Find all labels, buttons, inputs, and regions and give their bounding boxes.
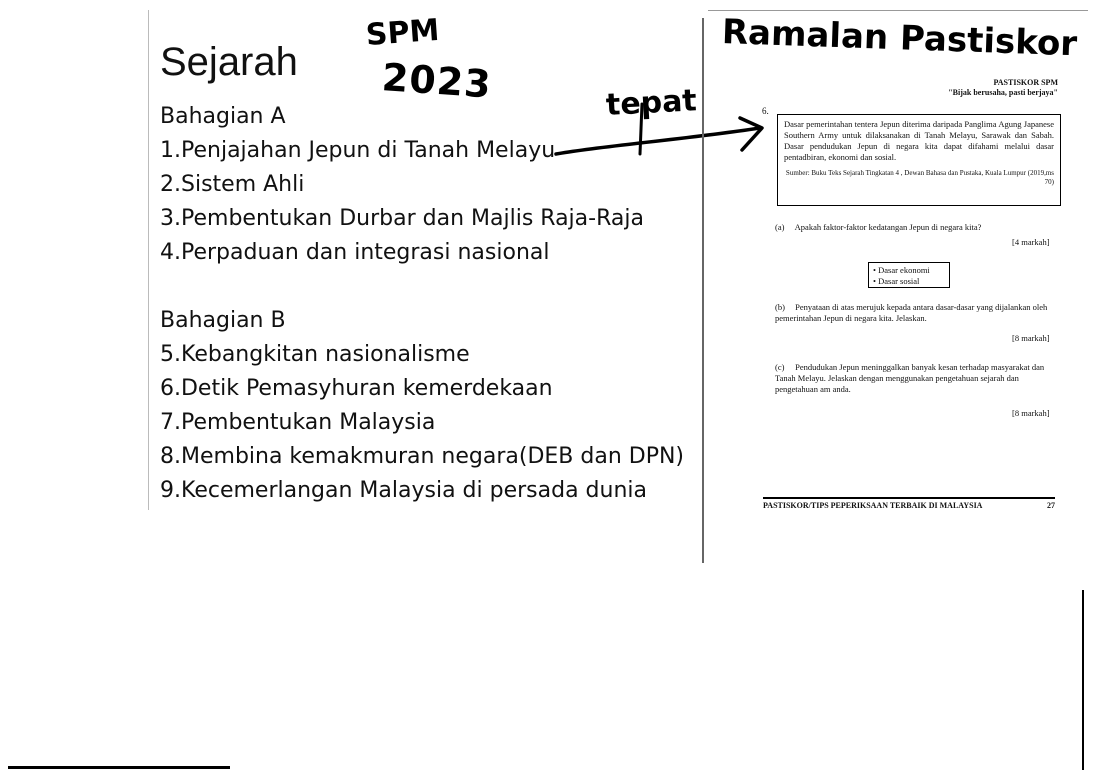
scan-header-title: PASTISKOR SPM: [993, 78, 1058, 87]
topic-outline: [160, 100, 700, 508]
list-item: 8.Membina kemakmuran negara(DEB dan DPN): [160, 444, 685, 469]
section-a-label: Bahagian A: [160, 104, 286, 129]
stimulus-source: Sumber: Buku Teks Sejarah Tingkatan 4 , Dewan Bahasa dan Pustaka, Kuala Lumpur (2019,ms 70): [785, 169, 1054, 186]
list-item: 5.Kebangkitan nasionalisme: [160, 342, 470, 367]
section-gap: [160, 270, 700, 304]
section-b-label: Bahagian B: [160, 308, 286, 333]
scan-header-tagline: "Bijak berusaha, pasti berjaya": [948, 88, 1058, 97]
list-item: 3.Pembentukan Durbar dan Majlis Raja-Raja: [160, 206, 644, 231]
handwritten-tepat: tepat: [605, 83, 698, 123]
part-c-marks: [8 markah]: [1012, 408, 1050, 418]
question-part-a: [775, 222, 1061, 233]
scan-footer: [763, 497, 1055, 510]
list-item: 4.Perpaduan dan integrasi nasional: [160, 240, 550, 265]
part-b-label: (b): [775, 302, 785, 312]
footer-text: PASTISKOR/TIPS PEPERIKSAAN TERBAIK DI MALAYSIA: [763, 501, 983, 510]
stimulus-text: Dasar pemerintahan tentera Jepun diterima daripada Panglima Agung Japanese Southern Army untuk dilaksanakan di Tanah Melayu, Sarawak dan Sabah. Dasar pendudukan Jepun di negara kita dapat difahami melalui dasar pentadbiran, ekonomi dan sosial.: [784, 119, 1054, 162]
question-part-b: [775, 302, 1061, 324]
part-a-label: (a): [775, 222, 785, 232]
part-c-label: (c): [775, 362, 785, 372]
part-c-text: Pendudukan Jepun meninggalkan banyak kesan terhadap masyarakat dan Tanah Melayu. Jelaskan dengan menggunakan pengetahuan sejarah dan pengetahuan am anda.: [775, 362, 1045, 394]
list-item: 9.Kecemerlangan Malaysia di persada dunia: [160, 478, 647, 503]
handwritten-year: 2023: [380, 55, 494, 107]
question-part-c: [775, 362, 1061, 395]
answer-item: • Dasar ekonomi: [873, 265, 930, 275]
scan-header: [948, 78, 1058, 98]
scan-edge: [708, 10, 1088, 11]
part-b-text: Penyataan di atas merujuk kepada antara dasar-dasar yang dijalankan oleh pemerintahan Jepun di negara kita. Jelaskan.: [775, 302, 1048, 323]
page-number: 27: [1047, 501, 1055, 510]
scan-divider: [148, 10, 149, 510]
part-b-marks: [8 markah]: [1012, 333, 1050, 343]
scan-edge: [1082, 590, 1084, 770]
answer-item: • Dasar sosial: [873, 276, 920, 286]
part-a-text: Apakah faktor-faktor kedatangan Jepun di negara kita?: [794, 222, 982, 232]
list-item: 1.Penjajahan Jepun di Tanah Melayu: [160, 138, 556, 163]
answer-box: [868, 262, 950, 288]
part-a-marks: [4 markah]: [1012, 237, 1050, 247]
handwritten-spm: SPM: [364, 12, 441, 53]
scan-edge: [8, 766, 230, 769]
handwritten-ramalan-pastiskor: Ramalan Pastiskor: [721, 12, 1078, 65]
scan-divider: [702, 18, 704, 563]
question-number: 6.: [762, 106, 769, 116]
list-item: 7.Pembentukan Malaysia: [160, 410, 436, 435]
stimulus-box: [777, 114, 1061, 206]
list-item: 2.Sistem Ahli: [160, 172, 305, 197]
list-item: 6.Detik Pemasyhuran kemerdekaan: [160, 376, 553, 401]
page-title: Sejarah: [160, 40, 298, 84]
